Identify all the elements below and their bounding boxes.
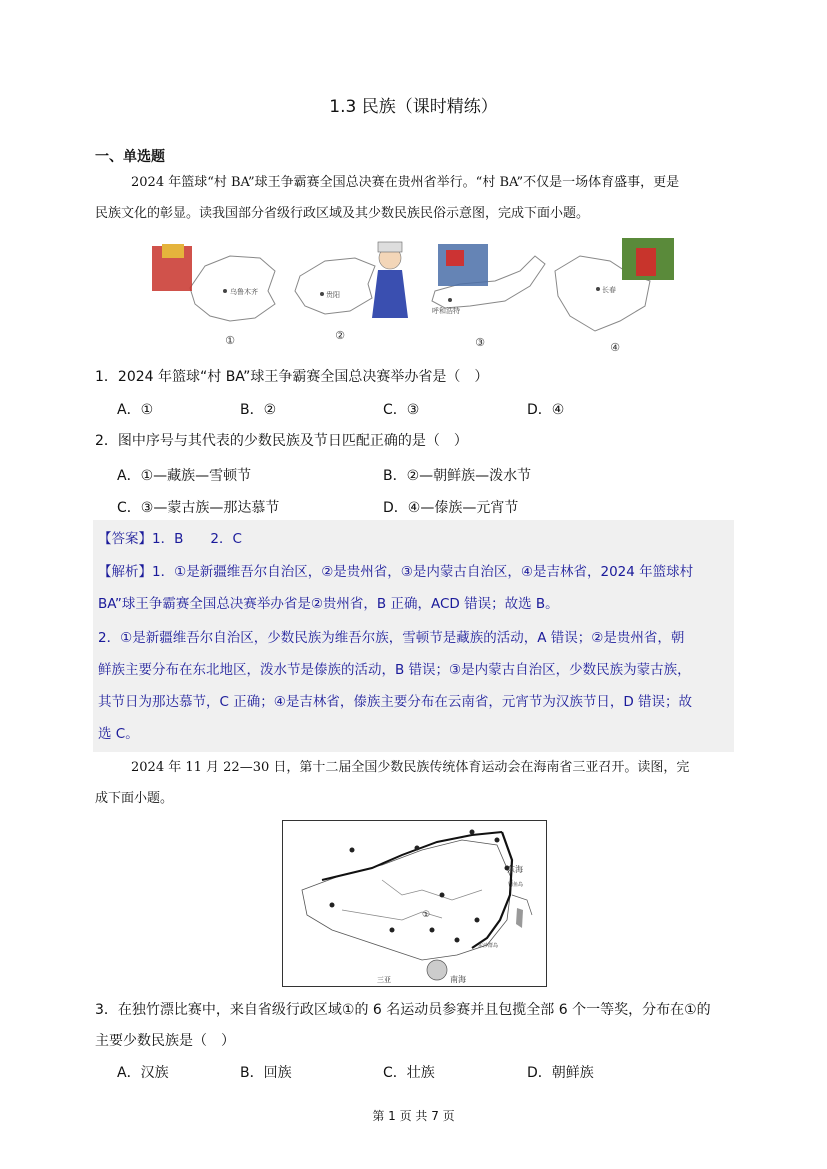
q3-stem-line2: 主要少数民族是（ ） xyxy=(95,1033,235,1049)
q1-option-c[interactable]: C．③ xyxy=(383,402,420,418)
city-label-1: 乌鲁木齐 xyxy=(230,288,258,296)
figure-dress-2 xyxy=(372,270,408,318)
figure-hat-2 xyxy=(378,242,402,252)
analysis-line-3: 2．①是新疆维吾尔自治区，少数民族为维吾尔族，雪顿节是藏族的活动，A 错误；②是贵州省，朝 xyxy=(98,630,685,646)
answer-tag: 【答案】 xyxy=(98,531,152,547)
question-2-stem: 2．图中序号与其代表的少数民族及节日匹配正确的是（ ） xyxy=(95,433,468,449)
intro-paragraph-1 xyxy=(95,167,733,229)
question-3-stem xyxy=(95,995,735,1057)
province-xinjiang xyxy=(152,244,275,347)
province-inner-mongolia xyxy=(432,244,545,349)
analysis-line-1 xyxy=(98,556,733,588)
province-jilin xyxy=(555,238,674,354)
map-label-nanhai: 南海 xyxy=(450,975,466,984)
fig-label-2: ② xyxy=(335,329,345,342)
q3-option-d[interactable]: D．朝鲜族 xyxy=(527,1065,594,1081)
q2-option-b[interactable]: B．②—朝鲜族—泼水节 xyxy=(383,468,532,484)
city-label-3: 呼和浩特 xyxy=(432,307,460,315)
intro2-line2: 成下面小题。 xyxy=(95,791,174,806)
q2-option-a[interactable]: A．①—藏族—雪顿节 xyxy=(117,468,252,484)
analysis-line-2: BA”球王争霸赛全国总决赛举办省是②贵州省，B 正确，ACD 错误；故选 B。 xyxy=(98,596,559,612)
answer-line xyxy=(98,523,733,555)
q2-option-d[interactable]: D．④—傣族—元宵节 xyxy=(383,500,519,516)
city-label-2: 贵阳 xyxy=(326,291,340,299)
intro-paragraph-2 xyxy=(95,752,733,814)
q3-option-a[interactable]: A．汉族 xyxy=(117,1065,169,1081)
answer-text: 1．B 2．C xyxy=(152,531,242,547)
page-footer: 第 1 页 共 7 页 xyxy=(372,1109,455,1123)
map-label-region-1: ① xyxy=(422,910,431,920)
figure-rider-clothes-3 xyxy=(446,250,464,266)
question-1-stem: 1．2024 年篮球“村 BA”球王争霸赛全国总决赛举办省是（ ） xyxy=(95,369,489,385)
intro1-line2: 民族文化的彰显。读我国部分省级行政区域及其少数民族民俗示意图，完成下面小题。 xyxy=(95,206,590,221)
analysis-text-1: 1．①是新疆维吾尔自治区，②是贵州省，③是内蒙古自治区，④是吉林省，2024 年篮球村 xyxy=(152,564,694,580)
analysis-tag: 【解析】 xyxy=(98,564,152,580)
analysis-line-5: 其节日为那达慕节，C 正确；④是吉林省，傣族主要分布在云南省，元宵节为汉族节日，D 错误；故 xyxy=(98,694,693,710)
fig-label-3: ③ xyxy=(475,336,485,349)
china-map xyxy=(282,820,547,987)
hainan-island xyxy=(427,960,447,980)
q3-option-c[interactable]: C．壮族 xyxy=(383,1065,435,1081)
q1-option-a[interactable]: A．① xyxy=(117,402,154,418)
page-title: 1.3 民族（课时精练） xyxy=(329,97,498,117)
q1-option-b[interactable]: B．② xyxy=(240,402,277,418)
fig-label-4: ④ xyxy=(610,341,620,354)
intro1-line1: 2024 年篮球“村 BA”球王争霸赛全国总决赛在贵州省举行。“村 BA”不仅是一场体育盛事，更是 xyxy=(131,175,680,190)
city-label-4: 长春 xyxy=(602,286,616,294)
section-heading: 一、单选题 xyxy=(95,149,165,165)
q1-option-d[interactable]: D．④ xyxy=(527,402,565,418)
map-label-dongsha: 东沙群岛 xyxy=(478,943,499,949)
map-label-sanya: 三亚 xyxy=(377,976,391,984)
map-label-donghai: 东海 xyxy=(507,865,523,874)
map-label-diaoyudao: 钓鱼岛 xyxy=(508,882,524,888)
figure-hat-1 xyxy=(162,244,184,258)
intro2-line1: 2024 年 11 月 22—30 日，第十二届全国少数民族传统体育运动会在海南省三亚召开。读图，完 xyxy=(131,760,690,775)
fig-label-1: ① xyxy=(225,334,235,347)
q3-stem-line1: 3．在独竹漂比赛中，来自省级行政区域①的 6 名运动员参赛并且包揽全部 6 个一等奖，分布在①的 xyxy=(95,1002,711,1018)
q3-option-b[interactable]: B．回族 xyxy=(240,1065,292,1081)
figure-dancer-4 xyxy=(636,248,656,276)
analysis-line-6: 选 C。 xyxy=(98,726,139,742)
q2-option-c[interactable]: C．③—蒙古族—那达慕节 xyxy=(117,500,280,516)
province-guizhou xyxy=(295,242,408,342)
analysis-line-4: 鲜族主要分布在东北地区，泼水节是傣族的活动，B 错误；③是内蒙古自治区，少数民族为蒙古族， xyxy=(98,662,691,678)
province-figure xyxy=(150,236,680,356)
